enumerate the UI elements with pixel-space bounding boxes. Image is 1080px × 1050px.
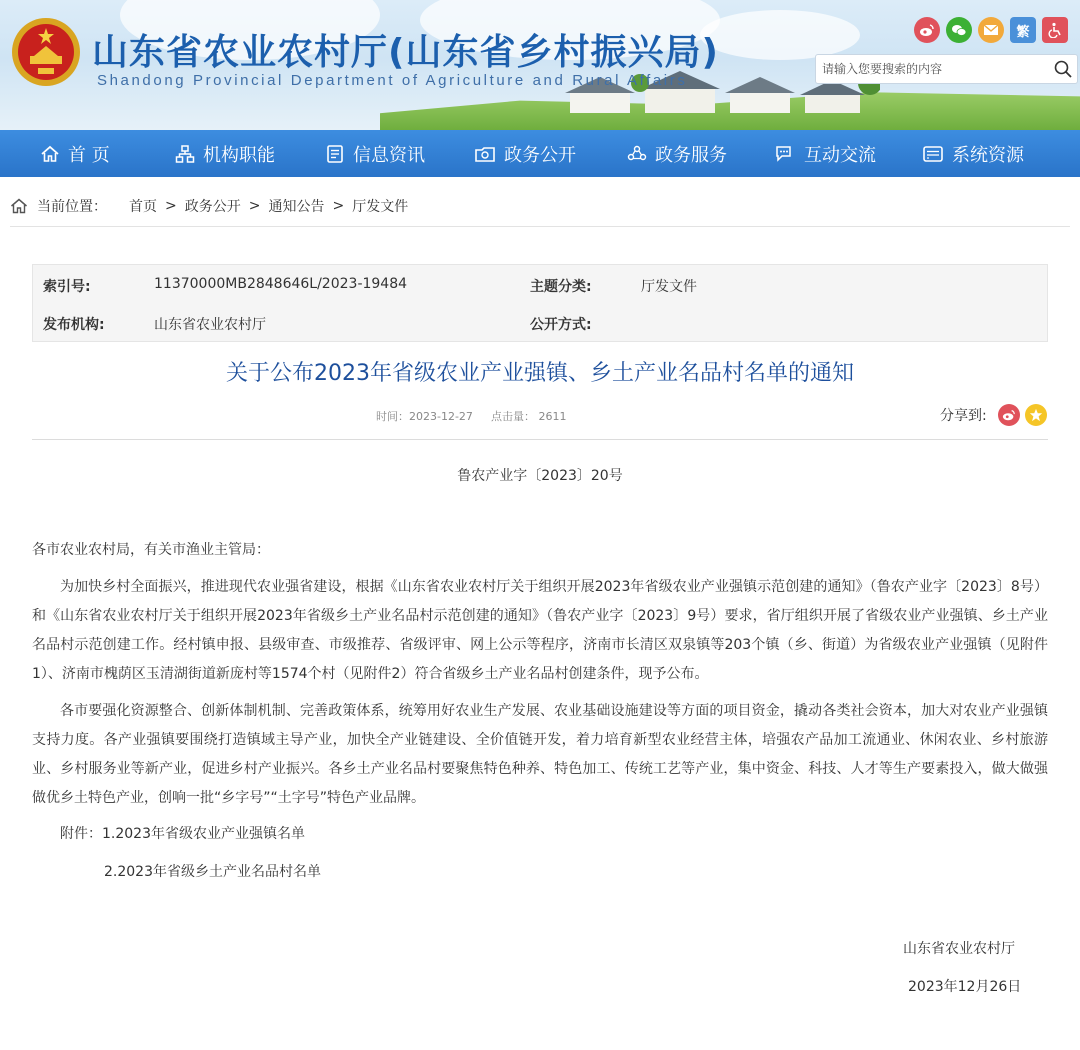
topic-label: 主题分类:	[530, 279, 592, 295]
breadcrumb-link-government-affairs[interactable]: 政务公开	[184, 199, 241, 215]
mail-icon[interactable]	[978, 17, 1004, 43]
service-icon	[627, 144, 647, 164]
home-icon	[40, 144, 60, 164]
nav-label: 政务服务	[655, 144, 727, 166]
hit-count: 点击量： 2611	[491, 410, 567, 423]
nav-item-org[interactable]	[175, 130, 275, 177]
search-input[interactable]	[816, 55, 1049, 83]
search-box	[815, 54, 1078, 84]
main-nav	[0, 130, 1080, 177]
issuer-value: 山东省农业农村厅	[154, 317, 266, 333]
national-emblem-logo	[10, 16, 82, 88]
share-label: 分享到:	[940, 408, 987, 424]
breadcrumb-link-department-documents[interactable]: 厅发文件	[352, 199, 409, 215]
nav-label: 系统资源	[952, 144, 1024, 166]
salutation: 各市农业农村局，有关市渔业主管局：	[32, 542, 270, 558]
document-info-table	[32, 264, 1048, 342]
traditional-chinese-toggle[interactable]: 繁	[1010, 17, 1036, 43]
share-weibo-icon[interactable]	[998, 404, 1020, 426]
body-paragraph: 为加快乡村全面振兴，推进现代农业强省建设，根据《山东省农业农村厅关于组织开展2023年省级农业产业强镇示范创建的通知》（鲁农产业字〔2023〕8号）和《山东省农业农村厅关于组织开展2023年省级乡土产业名品村示范创建的通知》（鲁农产业字〔2023〕9号）要求，省厅组织开展了省级农业产业强镇、乡土产业名品村示范创建工作。经村镇申报、县级审查、市级推荐、省级评审、网上公示等程序，济南市长清区双泉镇等203个镇（乡、街道）为省级农业产业强镇（见附件1）、济南市槐荫区玉清湖街道新庞村等1574个村（见附件2）符合省级乡土产业名品村创建条件，现予公布。	[32, 579, 1048, 682]
breadcrumb-link-notices[interactable]: 通知公告	[268, 199, 325, 215]
index-value: 11370000MB2848646L/2023-19484	[154, 276, 408, 292]
attachment-link-1[interactable]: 附件：1.2023年省级农业产业强镇名单	[60, 826, 305, 842]
document-number: 鲁农产业字〔2023〕20号	[457, 468, 623, 484]
breadcrumb-separator: >	[248, 198, 261, 214]
issuer-label: 发布机构:	[43, 317, 105, 333]
disclosure-method-label: 公开方式:	[530, 317, 592, 333]
breadcrumb-link-home[interactable]: 首页	[129, 199, 157, 215]
page-title: 关于公布2023年省级农业产业强镇、乡土产业名品村名单的通知	[226, 361, 854, 386]
site-subtitle: Shandong Provincial Department of Agriculture and Rural Affairs	[97, 72, 688, 89]
publish-time: 时间：2023-12-27	[376, 410, 473, 423]
accessibility-icon[interactable]	[1042, 17, 1068, 43]
title-divider	[32, 439, 1048, 440]
nav-label: 互动交流	[804, 144, 876, 166]
signer: 山东省农业农村厅	[903, 941, 1015, 957]
breadcrumb-separator: >	[332, 198, 345, 214]
body-paragraph: 各市要强化资源整合、创新体制机制、完善政策体系，统筹用好农业生产发展、农业基础设施建设等方面的项目资金，撬动各类社会资本，加大对农业产业强镇支持力度。各产业强镇要围绕打造镇域主导产业，加快全产业链建设、全价值链开发，着力培育新型农业经营主体，培强农产品加工流通业、休闲农业、乡村旅游业、乡村服务业等新产业，促进乡村产业振兴。各乡土产业名品村要聚焦特色种养、特色加工、传统工艺等产业，集中资金、科技、人才等生产要素投入，做大做强做优乡土特色产业，创响一批“乡字号”“土字号”特色产业品牌。	[32, 703, 1048, 806]
nav-item-services[interactable]	[627, 130, 727, 177]
nav-label: 首 页	[68, 144, 110, 166]
breadcrumb-divider	[10, 226, 1070, 227]
document-icon	[325, 144, 345, 164]
nav-label: 政务公开	[504, 144, 576, 166]
nav-item-government-affairs[interactable]	[474, 130, 576, 177]
search-icon[interactable]	[1049, 55, 1077, 83]
nav-item-interaction[interactable]	[774, 130, 876, 177]
index-label: 索引号:	[43, 279, 91, 295]
breadcrumb-prefix: 当前位置：	[37, 199, 107, 215]
weibo-icon[interactable]	[914, 17, 940, 43]
breadcrumb-separator: >	[165, 198, 177, 214]
org-icon	[175, 144, 195, 164]
nav-item-news[interactable]	[325, 130, 425, 177]
nav-item-home[interactable]	[40, 130, 110, 177]
breadcrumb	[10, 193, 408, 219]
site-header	[0, 0, 1080, 130]
home-icon	[10, 197, 28, 215]
top-icon-bar	[914, 17, 1068, 43]
share-qzone-icon[interactable]	[1025, 404, 1047, 426]
nav-label: 机构职能	[203, 144, 275, 166]
site-title: 山东省农业农村厅(山东省乡村振兴局)	[92, 32, 719, 73]
chat-icon	[774, 144, 796, 164]
topic-value: 厅发文件	[641, 279, 697, 295]
system-icon	[922, 144, 944, 164]
nav-label: 信息资讯	[353, 144, 425, 166]
attachment-link-2[interactable]: 2.2023年省级乡土产业名品村名单	[104, 864, 321, 880]
nav-item-system-resources[interactable]	[922, 130, 1024, 177]
folder-icon	[474, 144, 496, 164]
sign-date: 2023年12月26日	[908, 979, 1022, 995]
wechat-icon[interactable]	[946, 17, 972, 43]
